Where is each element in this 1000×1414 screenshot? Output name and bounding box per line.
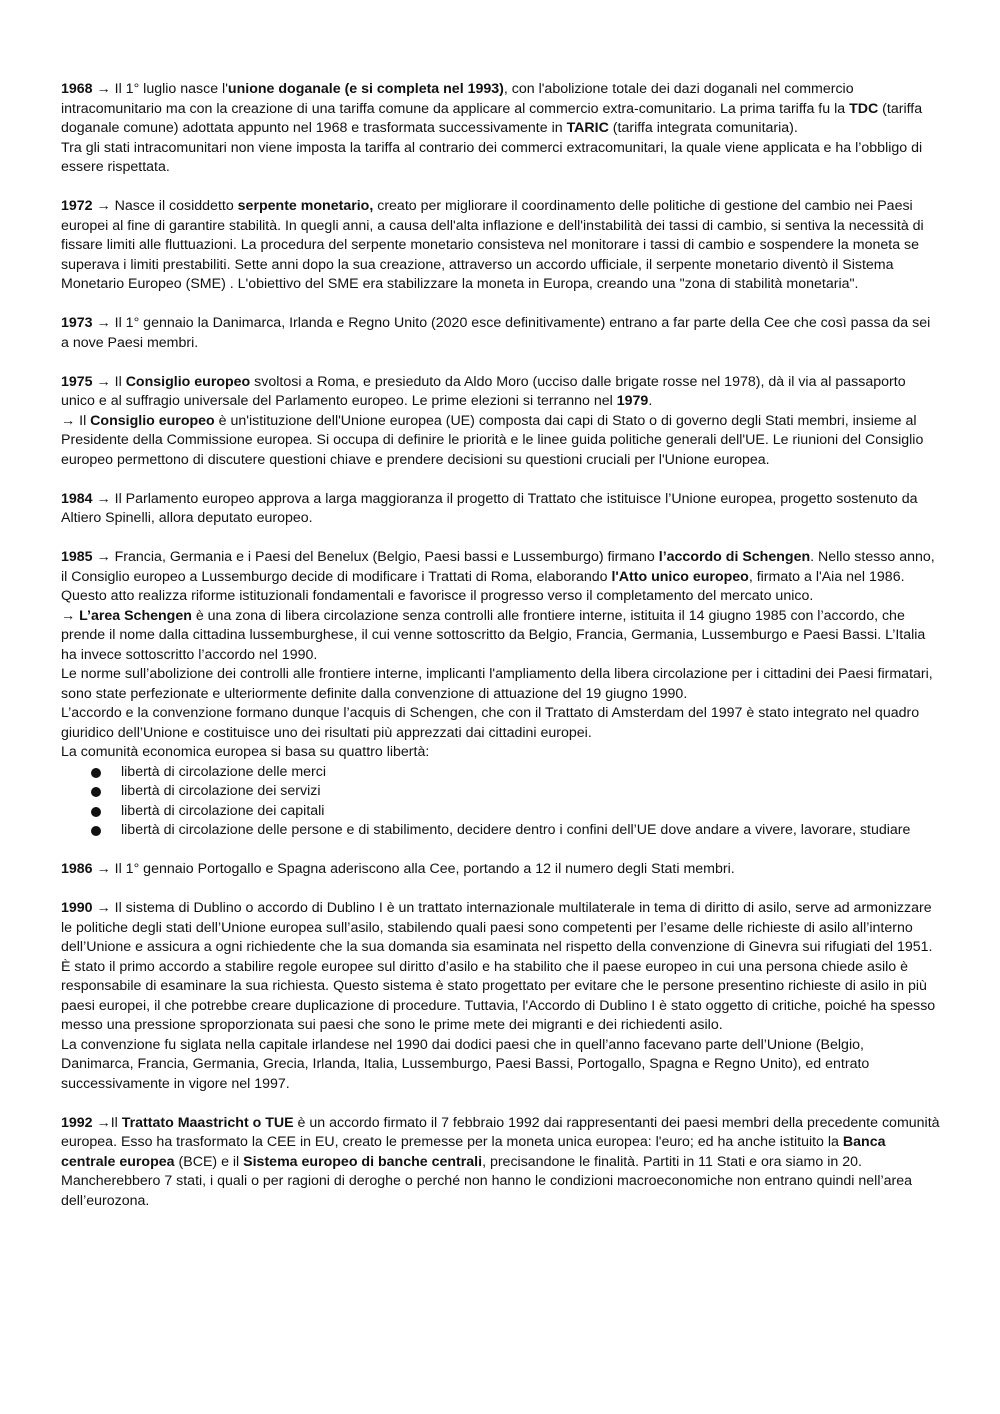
- text: Il sistema di Dublino o accordo di Dublino I è un trattato internazionale multilaterale in tema di diritto di asilo, serve ad armonizzare le politiche degli stati dell’Unione europea sull’asilo, stabilendo quali paesi sono competenti per l’esame delle richieste di asilo all’interno dell’Unione e assicura a ogni richiedente che la sua domanda sia esaminata nel rispetto della convenzione di Ginevra sui rifugiati del 1951. È stato il primo accordo a stabilire regole europee sul diritto d’asilo e ha stabilito che il paese europeo in cui una persona chiede asilo è responsabile di esaminare la sua richiesta. Questo sistema è stato progettato per evitare che le persone presentino richieste di asilo in più paesi europei, il che potrebbe creare duplicazione di procedure. Tuttavia, l'Accordo di Dublino I è stato oggetto di critiche, poiché ha spesso messo una pressione sproporzionata sui paesi che sono le prime mete dei migranti e dei richiedenti asilo.: [61, 900, 936, 1033]
- section-1986: [61, 860, 940, 880]
- paragraph-1985-main: [61, 548, 940, 607]
- paragraph-1985-schengen: [61, 607, 940, 666]
- year-label-1968: 1968: [61, 81, 93, 97]
- bold-term: serpente monetario,: [237, 198, 374, 214]
- freedoms-list: [61, 763, 940, 841]
- arrow: →: [92, 861, 115, 877]
- bold-term: Consiglio europeo: [125, 373, 251, 390]
- paragraph-1985-rules: Le norme sull’abolizione dei controlli alle frontiere interne, implicanti l'ampliamento della libera circolazione per i cittadini dei Paesi firmatari, sono state perfezionate e ulteriormente definite dalla convenzione di attuazione del 19 giugno 1990.: [61, 666, 933, 702]
- year-label-1992: 1992: [61, 1114, 93, 1131]
- year-label-1984: 1984: [61, 490, 93, 507]
- text: . Nello stesso anno, il Consiglio europeo a Lussemburgo decide di modificare i Trattati di Roma, elaborando: [61, 549, 935, 585]
- section-1975: [61, 373, 940, 471]
- bold-term: Sistema europeo di banche centrali: [243, 1153, 483, 1170]
- year-label-1973: 1973: [61, 315, 93, 331]
- list-item: libertà di circolazione dei servizi: [91, 782, 940, 802]
- arrow: →: [92, 490, 115, 507]
- arrow: →: [92, 900, 115, 916]
- text: Francia, Germania e i Paesi del Benelux (Belgio, Paesi bassi e Lussemburgo) firmano: [114, 549, 659, 565]
- list-item: libertà di circolazione delle merci: [91, 763, 940, 783]
- paragraph-1992-main: [61, 1114, 940, 1212]
- text: Il: [110, 1114, 122, 1131]
- bold-term: l’accordo di Schengen: [658, 549, 811, 565]
- year-label-1986: 1986: [61, 861, 93, 877]
- list-item: libertà di circolazione dei capitali: [91, 802, 940, 822]
- paragraph-1968-main: [61, 80, 940, 139]
- paragraph-1975-main: [61, 373, 940, 412]
- section-1990: [61, 899, 940, 1094]
- arrow: →: [92, 81, 115, 97]
- text: Il 1° gennaio Portogallo e Spagna aderiscono alla Cee, portando a 12 il numero degli Stati membri.: [114, 861, 735, 877]
- text: è un accordo firmato il 7 febbraio 1992 dai rappresentanti dei paesi membri della precedente comunità europea. Esso ha trasformato la CEE in EU, creato le premesse per la moneta unica europea: l'euro; ed ha anche istituito la: [61, 1114, 940, 1150]
- text: (tariffa integrata comunitaria).: [608, 120, 798, 136]
- section-1984: [61, 490, 940, 529]
- bold-term: unione doganale (e si completa nel 1993): [227, 81, 504, 97]
- bold-term: TARIC: [566, 120, 609, 136]
- text: svoltosi a Roma, e presieduto da Aldo Moro (ucciso dalle brigate rosse nel 1978), dà il via al passaporto unico e al suffragio universale del Parlamento europeo. Le prime elezioni si terranno nel: [61, 373, 906, 409]
- paragraph-1986-main: [61, 860, 940, 880]
- text: Il 1° gennaio la Danimarca, Irlanda e Regno Unito (2020 esce definitivamente) entrano a far parte della Cee che così passa da sei a nove Paesi membri.: [61, 315, 931, 351]
- year-label-1975: 1975: [61, 373, 93, 390]
- text: creato per migliorare il coordinamento delle politiche di gestione del cambio nei Paesi europei al fine di garantire stabilità. In quegli anni, a causa dell'alta inflazione e dell'instabilità dei tassi di cambio, si sentiva la necessità di fissare limiti alle fluttuazioni. La procedura del serpente monetario consisteva nel monitorare i tassi di cambio e sospendere la moneta se superava i limiti prestabiliti. Sette anni dopo la sua creazione, attraverso un accordo ufficiale, il serpente monetario diventò il Sistema Monetario Europeo (SME) . L'obiettivo del SME era stabilizzare la moneta in Europa, creando una "zona di stabilità monetaria".: [61, 198, 924, 292]
- text: è una zona di libera circolazione senza controlli alle frontiere interne, istituita il 14 giugno 1985 con l’accordo, che prende il nome dalla cittadina lussemburghese, il cui venne sottoscritto da Belgio, Francia, Germania, Lussemburgo e Paesi Bassi. L’Italia ha invece sottoscritto l’accordo nel 1990.: [61, 607, 926, 663]
- arrow: →: [92, 198, 115, 214]
- arrow: →: [92, 315, 115, 331]
- arrow: →: [92, 373, 115, 390]
- text: (tariffa doganale comune) adottata appunto nel 1968 e trasformata successivamente in: [61, 100, 923, 136]
- arrow: →: [92, 1114, 111, 1131]
- bold-term: TDC: [849, 100, 879, 117]
- paragraph-1968-secondary: Tra gli stati intracomunitari non viene imposta la tariffa al contrario dei commerci extracomunitari, la quale viene applicata e ha l’obbligo di essere rispettata.: [61, 139, 923, 175]
- text: Il Parlamento europeo approva a larga maggioranza il progetto di Trattato che istituisce l’Unione europea, progetto sostenuto da Altiero Spinelli, allora deputato europeo.: [61, 490, 918, 526]
- bold-term: Banca centrale europea: [61, 1134, 886, 1170]
- section-1972: [61, 197, 940, 295]
- section-1985: [61, 548, 940, 841]
- text: , firmato a l'Aia nel 1986. Questo atto realizza riforme istituzionali fondamentali e favorisce il progresso verso il completamento del mercato unico.: [61, 568, 905, 604]
- arrow: →: [92, 549, 115, 565]
- text: Il 1° luglio nasce l': [114, 81, 228, 97]
- year-label-1985: 1985: [61, 549, 93, 565]
- bold-term: Trattato Maastricht o TUE: [121, 1114, 294, 1131]
- paragraph-1975-definition: [61, 412, 940, 471]
- text: (BCE) e il: [174, 1153, 244, 1170]
- section-1968: [61, 80, 940, 178]
- paragraph-1984-main: [61, 490, 940, 529]
- section-1973: [61, 314, 940, 353]
- text: Nasce il cosiddetto: [114, 198, 238, 214]
- text: , precisandone le finalità. Partiti in 11 Stati e ora siamo in 20. Mancherebbero 7 stati, i quali o per ragioni di deroghe o perché non hanno le condizioni macroeconomiche non entrano quindi nell’area dell’eurozona.: [61, 1153, 913, 1209]
- text: Il: [114, 373, 126, 390]
- arrow: → Il: [61, 412, 91, 429]
- year-label-1972: 1972: [61, 198, 93, 214]
- bold-term: → L’area Schengen: [61, 607, 192, 624]
- text: .: [648, 393, 653, 409]
- paragraph-1990-main: [61, 899, 940, 1036]
- list-item: libertà di circolazione delle persone e di stabilimento, decidere dentro i confini dell’UE dove andare a vivere, lavorare, studiare: [91, 821, 940, 841]
- paragraph-1972-main: [61, 197, 940, 295]
- text: è un'istituzione dell'Unione europea (UE) composta dai capi di Stato o di governo degli Stati membri, insieme al Presidente della Commissione europea. Si occupa di definire le priorità e le linee guida politiche generali dell'UE. Le riunioni del Consiglio europeo permettono di discutere questioni chiave e prendere decisioni su questioni cruciali per l'Unione europea.: [61, 412, 924, 468]
- bold-term: l'Atto unico europeo: [611, 568, 749, 585]
- text: , con l'abolizione totale dei dazi doganali nel commercio intracomunitario ma con la creazione di una tariffa comune da applicare al commercio extra-comunitario. La prima tariffa fu la: [61, 81, 854, 117]
- paragraph-1990-convention: La convenzione fu siglata nella capitale irlandese nel 1990 dai dodici paesi che in quell’anno facevano parte dell’Unione (Belgio, Danimarca, Francia, Germania, Grecia, Irlanda, Italia, Lussemburgo, Paesi Bassi, Portogallo, Spagna e Regno Unito), ed entrato successivamente in vigore nel 1997.: [61, 1036, 870, 1092]
- bold-term: 1979: [616, 393, 649, 409]
- paragraph-1973-main: [61, 314, 940, 353]
- bold-term: Consiglio europeo: [90, 412, 215, 429]
- paragraph-1985-acquis: L’accordo e la convenzione formano dunque l’acquis di Schengen, che con il Trattato di Amsterdam del 1997 è stato integrato nel quadro giuridico dell’Unione e costituisce uno dei risultati più apprezzati dai cittadini europei.: [61, 705, 920, 741]
- paragraph-1985-freedoms-intro: La comunità economica europea si basa su quattro libertà:: [61, 744, 430, 760]
- year-label-1990: 1990: [61, 900, 93, 916]
- section-1992: [61, 1114, 940, 1212]
